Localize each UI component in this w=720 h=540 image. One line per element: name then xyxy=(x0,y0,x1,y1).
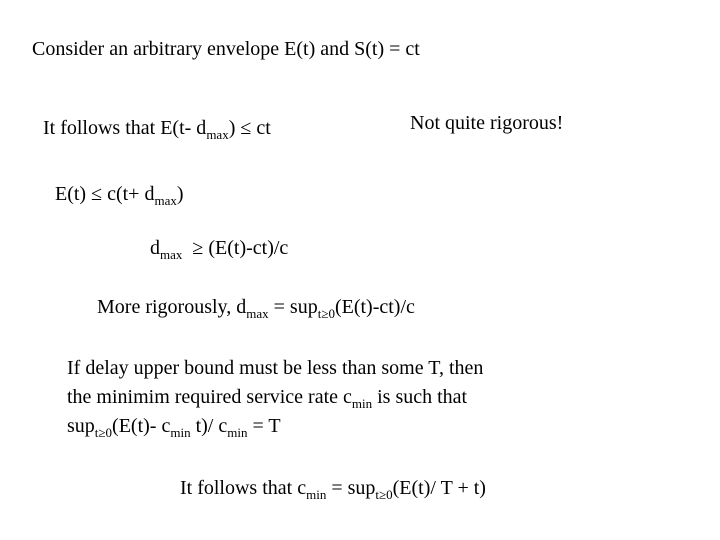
delay-bound-premise xyxy=(67,356,483,380)
subscript-max: max xyxy=(160,247,183,262)
text-segment: = T xyxy=(247,415,281,437)
subscript-min: min xyxy=(351,396,373,411)
subscript-min: min xyxy=(306,487,327,502)
text-segment: t)/ c xyxy=(190,415,228,437)
rigor-note xyxy=(410,111,563,135)
subscript-max: max xyxy=(154,193,177,208)
text-segment: It follows that c xyxy=(180,477,307,499)
subscript-max: max xyxy=(246,306,269,321)
subscript-max: max xyxy=(206,127,229,142)
text-segment: (E(t)- c xyxy=(112,415,171,437)
text-segment: Not quite rigorous! xyxy=(410,112,564,134)
first-bound-statement xyxy=(43,116,271,140)
envelope-inequality xyxy=(55,182,184,206)
subscript-min: min xyxy=(170,425,191,440)
text-segment: (E(t)/ T + t) xyxy=(392,477,486,499)
sup-equation xyxy=(67,414,281,438)
text-segment: (E(t)-ct)/c xyxy=(334,296,415,318)
text-segment: the minimim required service rate c xyxy=(67,386,352,408)
subscript-t-geq-0: t≥0 xyxy=(375,487,393,502)
text-segment: is such that xyxy=(372,386,468,408)
text-segment: ) ≤ ct xyxy=(228,117,271,139)
dmax-lower-bound xyxy=(150,236,288,260)
subscript-min: min xyxy=(227,425,248,440)
text-segment: ) xyxy=(176,183,184,205)
text-segment: If delay upper bound must be less than some T, then xyxy=(67,357,484,379)
min-service-rate-statement xyxy=(67,385,467,409)
text-segment: More rigorously, d xyxy=(97,296,247,318)
text-segment: It follows that E(t- d xyxy=(43,117,207,139)
text-segment: ≥ (E(t)-ct)/c xyxy=(182,237,289,259)
text-segment: = sup xyxy=(326,477,376,499)
envelope-definition-text xyxy=(32,37,420,61)
text-segment: sup xyxy=(67,415,95,437)
subscript-t-geq-0: t≥0 xyxy=(317,306,335,321)
text-segment: Consider an arbitrary envelope E(t) and S(t) = ct xyxy=(32,38,420,60)
subscript-t-geq-0: t≥0 xyxy=(94,425,113,440)
dmax-rigorous-definition xyxy=(97,295,415,319)
cmin-conclusion xyxy=(180,476,486,500)
text-segment: = sup xyxy=(268,296,318,318)
text-segment: d xyxy=(150,237,160,259)
text-segment: E(t) ≤ c(t+ d xyxy=(55,183,155,205)
